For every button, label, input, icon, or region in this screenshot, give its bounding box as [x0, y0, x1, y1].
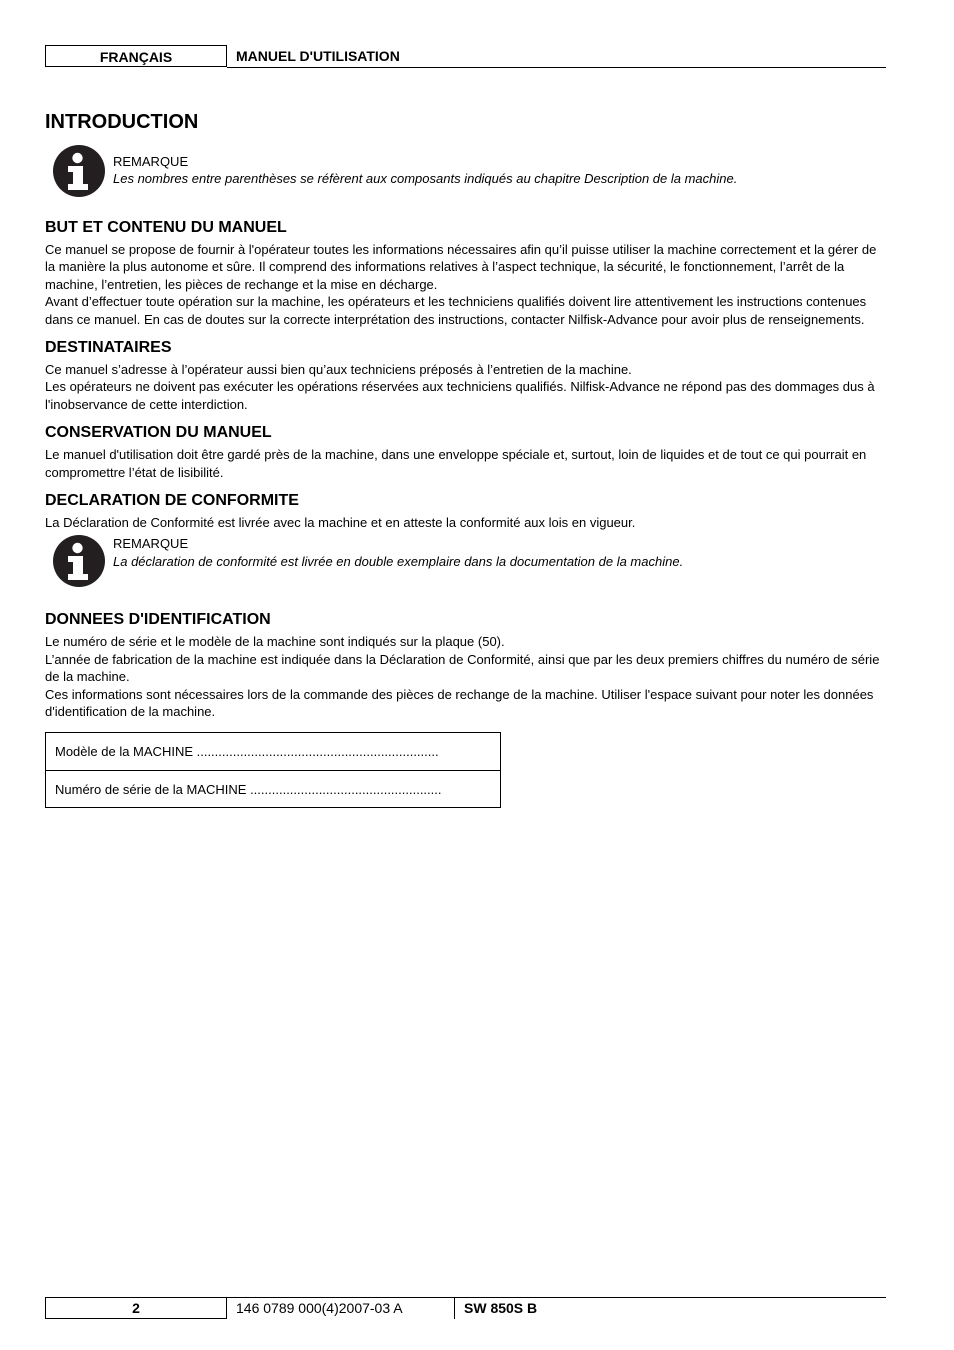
- note-block: [45, 535, 887, 591]
- header-language: FRANÇAIS: [45, 45, 227, 67]
- paragraph: Avant d’effectuer toute opération sur la machine, les opérateurs et les techniciens qualifiés doivent lire attentivement les instructions contenues dans ce manuel. En cas de doutes sur la correcte interprétation des instructions, contacter Nilfisk-Advance pour avoir plus de renseignements.: [45, 294, 867, 327]
- section-title: BUT ET CONTENU DU MANUEL: [45, 219, 287, 236]
- note-block: [45, 145, 887, 201]
- section-title: DECLARATION DE CONFORMITE: [45, 492, 299, 510]
- model-field-row[interactable]: Modèle de la MACHINE ...................................................................: [55, 743, 439, 759]
- note-label: REMARQUE: [113, 536, 189, 552]
- footer-divider: [454, 1297, 455, 1319]
- paragraph: Le numéro de série et le modèle de la machine sont indiqués sur la plaque (50).: [45, 634, 505, 650]
- note-body: La déclaration de conformité est livrée en double exemplaire dans la documentation de la machine.: [113, 553, 684, 569]
- machine-model: SW 850S B: [464, 1300, 538, 1316]
- main-content: [45, 108, 887, 818]
- identification-table: [45, 732, 501, 808]
- section-but: [45, 218, 887, 328]
- paragraph: La Déclaration de Conformité est livrée avec la machine et en atteste la conformité aux lois en vigueur.: [45, 515, 636, 531]
- paragraph: Le manuel d'utilisation doit être gardé près de la machine, dans une enveloppe spéciale et, surtout, loin de liquides et de tout ce qui pourrait en compromettre l’état de lisibilité.: [45, 447, 867, 480]
- page-number: 2: [45, 1297, 227, 1319]
- note-text: [113, 153, 737, 188]
- note-label: REMARQUE: [113, 154, 189, 169]
- section-title: DONNEES D'IDENTIFICATION: [45, 611, 271, 629]
- section-declaration: [45, 491, 887, 591]
- section-conservation: [45, 423, 887, 481]
- section-title: CONSERVATION DU MANUEL: [45, 424, 272, 442]
- note-text: [113, 535, 683, 570]
- paragraph: L’année de fabrication de la machine est indiquée dans la Déclaration de Conformité, ainsi que par les deux premiers chiffres du numéro de série de la machine.: [45, 651, 880, 685]
- paragraph: Ce manuel s’adresse à l’opérateur aussi bien qu’aux techniciens préposés à l’entretien de la machine.: [45, 362, 632, 378]
- header-title: MANUEL D'UTILISATION: [236, 48, 400, 64]
- header-rule: [227, 67, 886, 68]
- note-body: Les nombres entre parenthèses se réfèrent aux composants indiqués au chapitre Description de la machine.: [113, 171, 738, 187]
- section-title: DESTINATAIRES: [45, 339, 172, 357]
- paragraph: Ces informations sont nécessaires lors de la commande des pièces de rechange de la machine. Utiliser l'espace suivant pour noter les données d'identification de la machine.: [45, 686, 874, 720]
- section-donnees: [45, 610, 887, 807]
- paragraph: Ce manuel se propose de fournir à l'opérateur toutes les informations nécessaires afin qu’il puisse utiliser la machine correctement et la gérer de la manière la plus autonome et sûre. Il comprend des informations relatives à l’aspect technique, la sécurité, le fonctionnement, l’arrêt de la machine, l’entretien, les pièces de rechange et la mise en décharge.: [45, 242, 877, 292]
- document-reference: 146 0789 000(4)2007-03 A: [236, 1300, 403, 1316]
- paragraph: Les opérateurs ne doivent pas exécuter les opérations réservées aux techniciens qualifiés. Nilfisk-Advance ne répond pas des dommages dus à l'inobservance de cette interdiction.: [45, 379, 875, 412]
- page-title: INTRODUCTION: [45, 111, 199, 133]
- info-icon: [53, 535, 105, 587]
- info-icon: [53, 145, 105, 197]
- section-destinataires: [45, 338, 887, 413]
- serial-number-field-row[interactable]: Numéro de série de la MACHINE .....................................................: [46, 770, 500, 807]
